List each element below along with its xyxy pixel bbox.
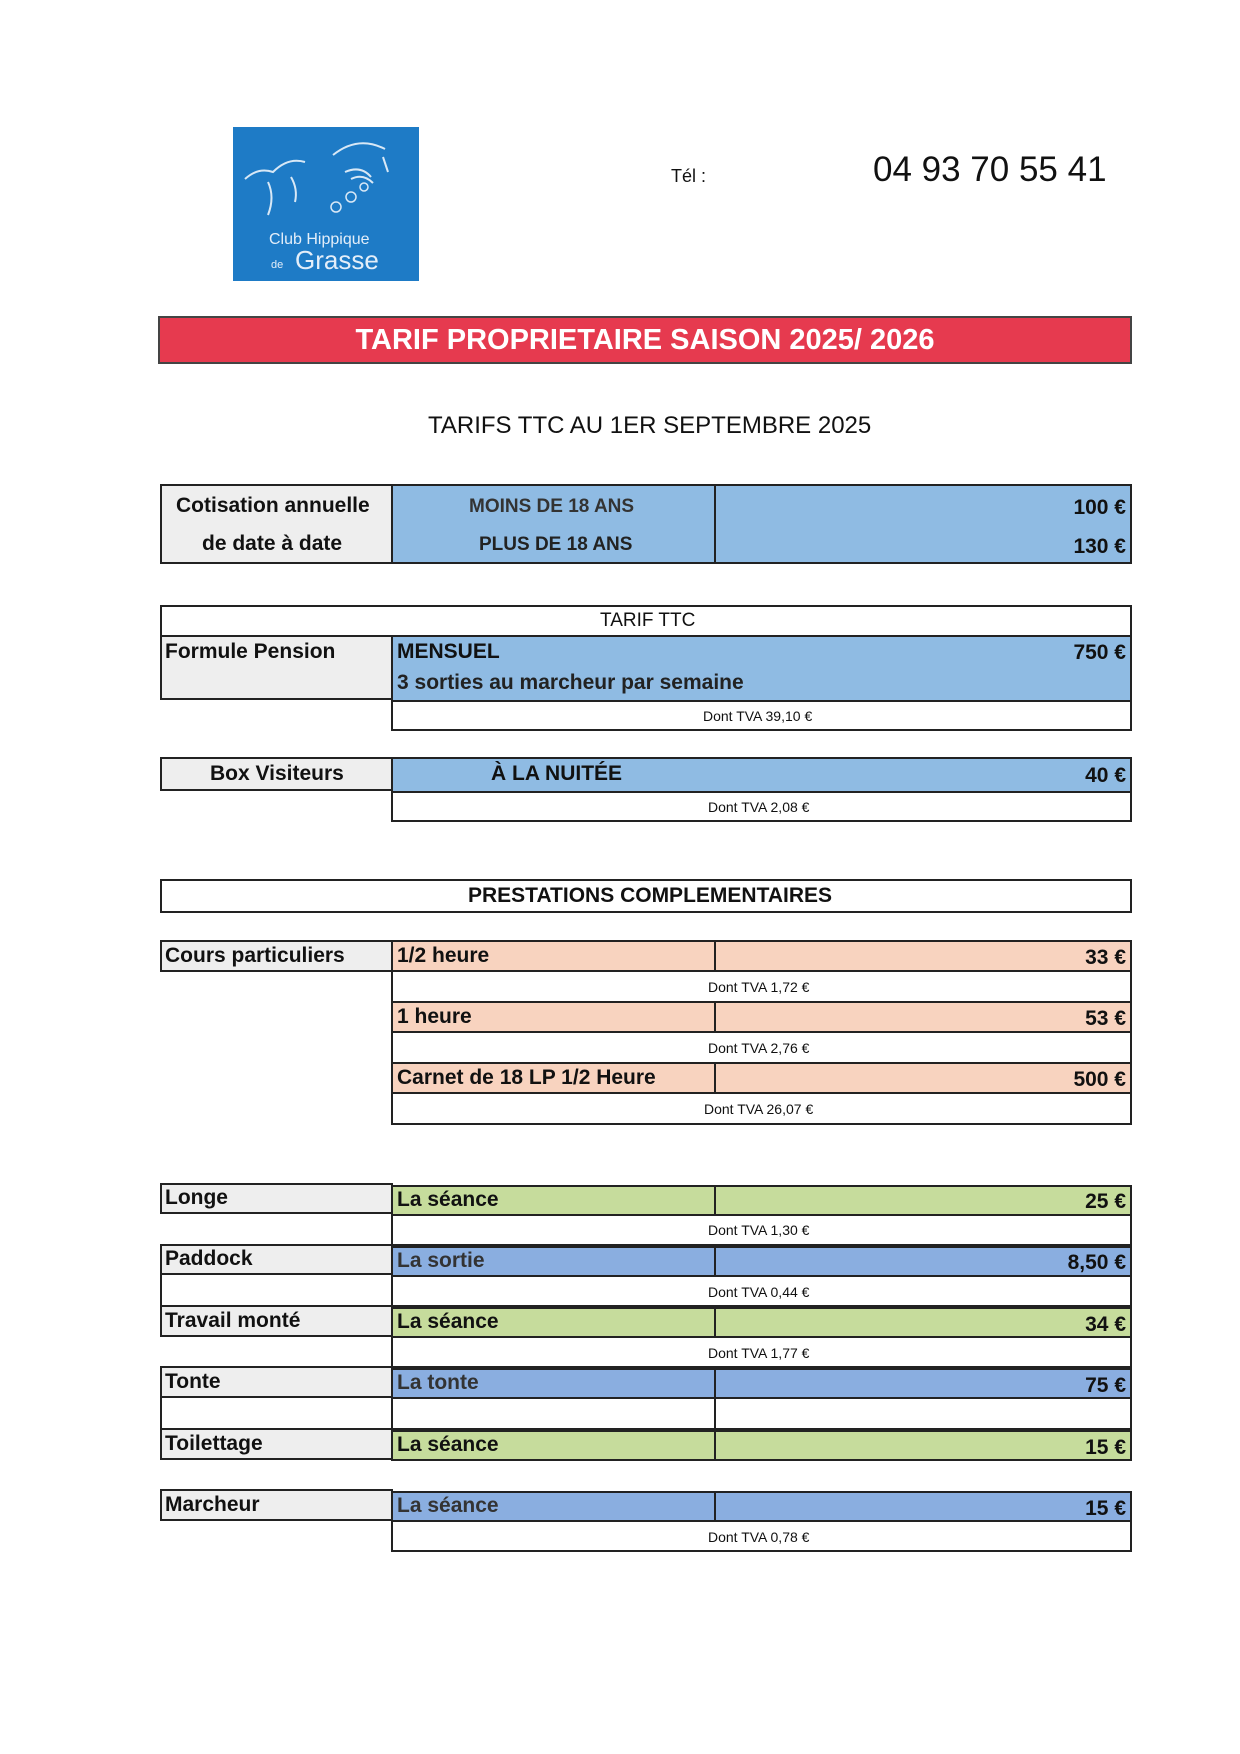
tonte-option-empty-cell	[391, 1397, 716, 1430]
cotisation-price-cell	[714, 484, 1132, 564]
cours-row-2-price: 53 €	[1085, 1007, 1126, 1030]
marcheur-tva: Dont TVA 0,78 €	[708, 1529, 810, 1545]
travail-tva: Dont TVA 1,77 €	[708, 1345, 810, 1361]
paddock-left-empty-cell	[160, 1273, 393, 1307]
cours-row-2-tva: Dont TVA 2,76 €	[708, 1040, 810, 1056]
cours-row-2-price-cell	[714, 1001, 1132, 1033]
longe-label: Longe	[165, 1186, 228, 1209]
box-tva: Dont TVA 2,08 €	[708, 799, 810, 815]
longe-option: La séance	[397, 1188, 499, 1211]
travail-price: 34 €	[1085, 1313, 1126, 1336]
longe-price-cell	[714, 1185, 1132, 1216]
cours-row-1-price: 33 €	[1085, 946, 1126, 969]
cours-row-1-price-cell	[714, 940, 1132, 972]
paddock-price: 8,50 €	[1067, 1251, 1126, 1274]
pension-tva: Dont TVA 39,10 €	[703, 708, 813, 724]
pension-header: TARIF TTC	[600, 610, 696, 631]
cotisation-option-2: PLUS DE 18 ANS	[479, 534, 633, 555]
cours-row-3-option: Carnet de 18 LP 1/2 Heure	[397, 1066, 656, 1089]
longe-price: 25 €	[1085, 1190, 1126, 1213]
logo-line2: Grasse	[295, 245, 379, 275]
page-title: TARIF PROPRIETAIRE SAISON 2025/ 2026	[355, 323, 935, 356]
travail-label: Travail monté	[165, 1309, 301, 1332]
tonte-price: 75 €	[1085, 1374, 1126, 1397]
phone-number: 04 93 70 55 41	[873, 150, 1107, 189]
marcheur-price: 15 €	[1085, 1497, 1126, 1520]
title-banner	[158, 316, 1132, 364]
box-label: Box Visiteurs	[210, 762, 344, 785]
longe-tva: Dont TVA 1,30 €	[708, 1222, 810, 1238]
cours-row-3-price-cell	[714, 1062, 1132, 1094]
pension-label: Formule Pension	[165, 640, 336, 663]
travail-option: La séance	[397, 1310, 499, 1333]
cotisation-label-line1: Cotisation annuelle	[176, 494, 370, 517]
logo-line1: Club Hippique	[269, 231, 370, 248]
phone-label: Tél :	[671, 166, 707, 186]
paddock-option: La sortie	[397, 1249, 485, 1272]
subtitle: TARIFS TTC AU 1ER SEPTEMBRE 2025	[428, 412, 872, 439]
box-option: À LA NUITÉE	[491, 762, 623, 785]
cotisation-price-1: 100 €	[1073, 496, 1126, 519]
cours-row-1-option: 1/2 heure	[397, 944, 490, 967]
toilettage-option: La séance	[397, 1433, 499, 1456]
horse-jumping-logo-icon	[233, 127, 419, 227]
box-price: 40 €	[1085, 764, 1126, 787]
tonte-left-empty-cell	[160, 1396, 393, 1430]
pension-line1: MENSUEL	[397, 640, 500, 663]
pension-line2: 3 sorties au marcheur par semaine	[397, 671, 744, 694]
club-logo	[233, 127, 419, 281]
tonte-option: La tonte	[397, 1371, 479, 1394]
marcheur-option: La séance	[397, 1494, 499, 1517]
paddock-tva: Dont TVA 0,44 €	[708, 1284, 810, 1300]
cotisation-price-2: 130 €	[1073, 535, 1126, 558]
cotisation-option-1: MOINS DE 18 ANS	[469, 496, 635, 517]
travail-left-empty-cell	[160, 1335, 393, 1368]
tonte-price-empty-cell	[714, 1397, 1132, 1430]
travail-price-cell	[714, 1307, 1132, 1338]
tonte-price-cell	[714, 1368, 1132, 1399]
cotisation-label-line2: de date à date	[202, 532, 343, 555]
marcheur-price-cell	[714, 1491, 1132, 1522]
paddock-label: Paddock	[165, 1247, 253, 1270]
cours-row-1-tva: Dont TVA 1,72 €	[708, 979, 810, 995]
pension-price: 750 €	[1073, 641, 1126, 664]
toilettage-price-cell	[714, 1430, 1132, 1461]
toilettage-price: 15 €	[1085, 1436, 1126, 1459]
cours-row-3-tva: Dont TVA 26,07 €	[704, 1101, 814, 1117]
cours-row-2-option: 1 heure	[397, 1005, 472, 1028]
tonte-label: Tonte	[165, 1370, 221, 1393]
marcheur-label: Marcheur	[165, 1493, 260, 1516]
cours-row-3-price: 500 €	[1073, 1068, 1126, 1091]
prestations-title: PRESTATIONS COMPLEMENTAIRES	[468, 884, 833, 907]
longe-left-empty-cell	[160, 1212, 393, 1246]
toilettage-label: Toilettage	[165, 1432, 263, 1455]
logo-line2-prefix: de	[271, 259, 284, 271]
cours-label: Cours particuliers	[165, 944, 345, 967]
